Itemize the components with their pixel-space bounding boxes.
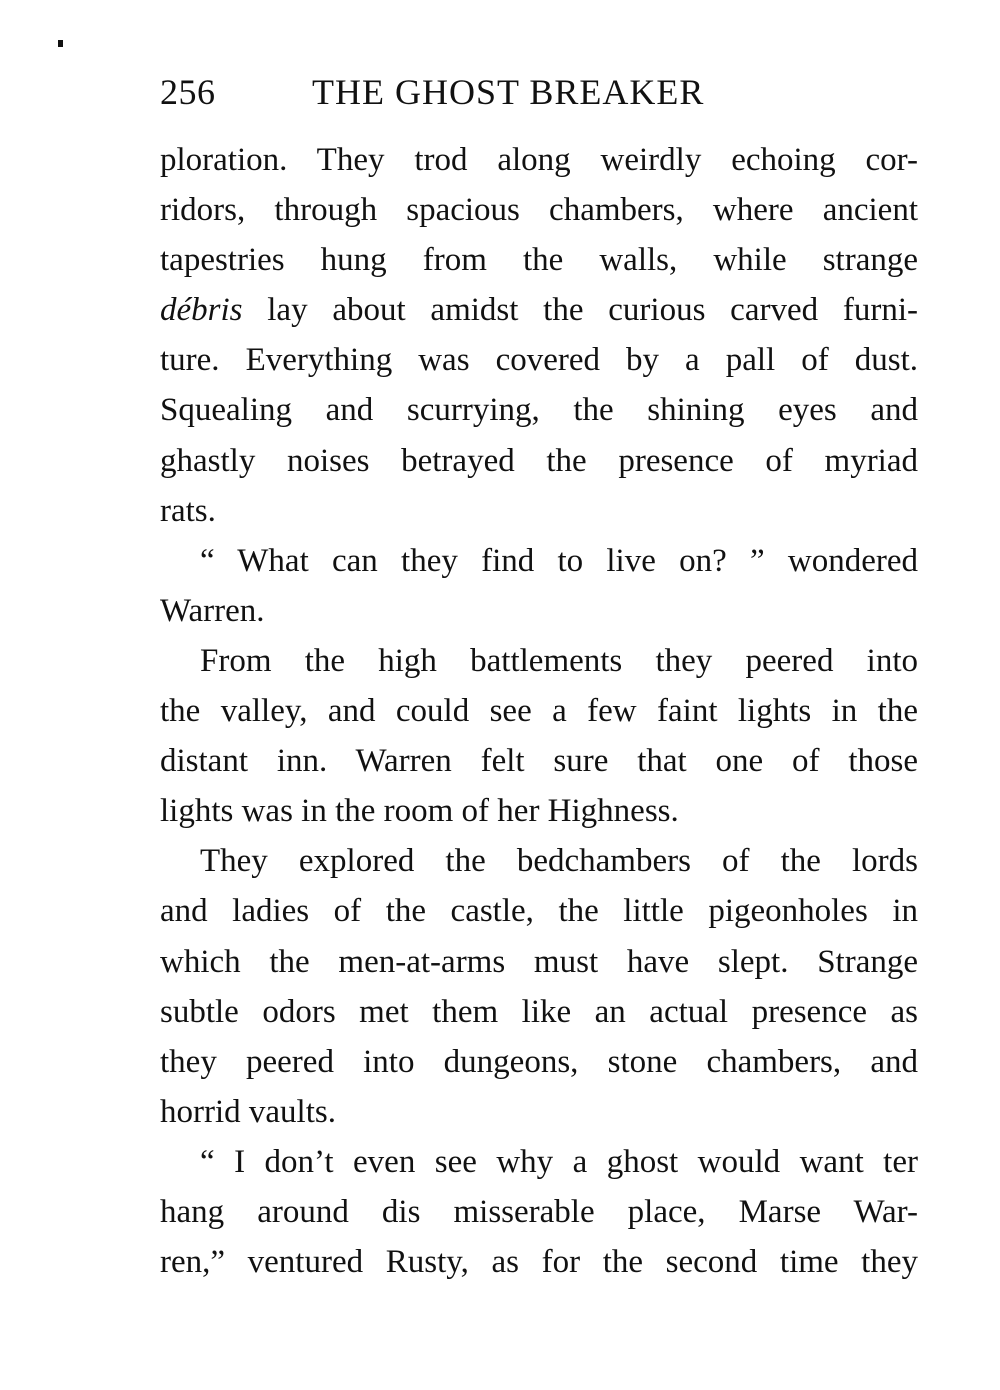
text-line: ren,” ventured Rusty, as for the second time they <box>160 1244 918 1281</box>
text-line: ture. Everything was covered by a pall of dust. <box>160 342 918 379</box>
text-line: tapestries hung from the walls, while strange <box>160 242 918 279</box>
text-line: which the men-at-arms must have slept. Strange <box>160 943 918 980</box>
running-title: THE GHOST BREAKER <box>312 72 705 112</box>
text-line: the valley, and could see a few faint lights in the <box>160 693 918 730</box>
text-line: distant inn. Warren felt sure that one of those <box>160 743 918 780</box>
paragraph-start-line: “ I don’t even see why a ghost would want ter <box>200 1143 918 1180</box>
page-header <box>160 68 920 116</box>
paragraph-start-line: They explored the bedchambers of the lords <box>200 843 918 880</box>
page-number: 256 <box>160 72 216 112</box>
text-line: and ladies of the castle, the little pigeonholes in <box>160 893 918 930</box>
scan-mark <box>58 40 63 47</box>
paragraph-end-line: horrid vaults. <box>160 1093 336 1130</box>
body-text <box>160 135 918 1287</box>
text-line: they peered into dungeons, stone chambers, and <box>160 1043 918 1080</box>
paragraph-end-line: lights was in the room of her Highness. <box>160 793 679 830</box>
italic-word: débris <box>160 292 243 329</box>
text-line: ploration. They trod along weirdly echoing cor- <box>160 142 918 178</box>
text-line: subtle odors met them like an actual presence as <box>160 993 918 1030</box>
text-line: Squealing and scurrying, the shining eyes and <box>160 392 918 429</box>
paragraph-start-line: “ What can they find to live on? ” wondered <box>200 542 918 579</box>
text-fragment: lay about amidst the curious carved furni- <box>242 292 918 329</box>
text-line: hang around dis misserable place, Marse War- <box>160 1193 918 1230</box>
paragraph-end-line: Warren. <box>160 592 265 629</box>
paragraph-end-line: rats. <box>160 492 216 529</box>
text-line: ghastly noises betrayed the presence of myriad <box>160 442 918 479</box>
text-line: ridors, through spacious chambers, where ancient <box>160 192 918 229</box>
text-line-mixed <box>160 285 918 335</box>
paragraph-start-line: From the high battlements they peered into <box>200 642 918 679</box>
